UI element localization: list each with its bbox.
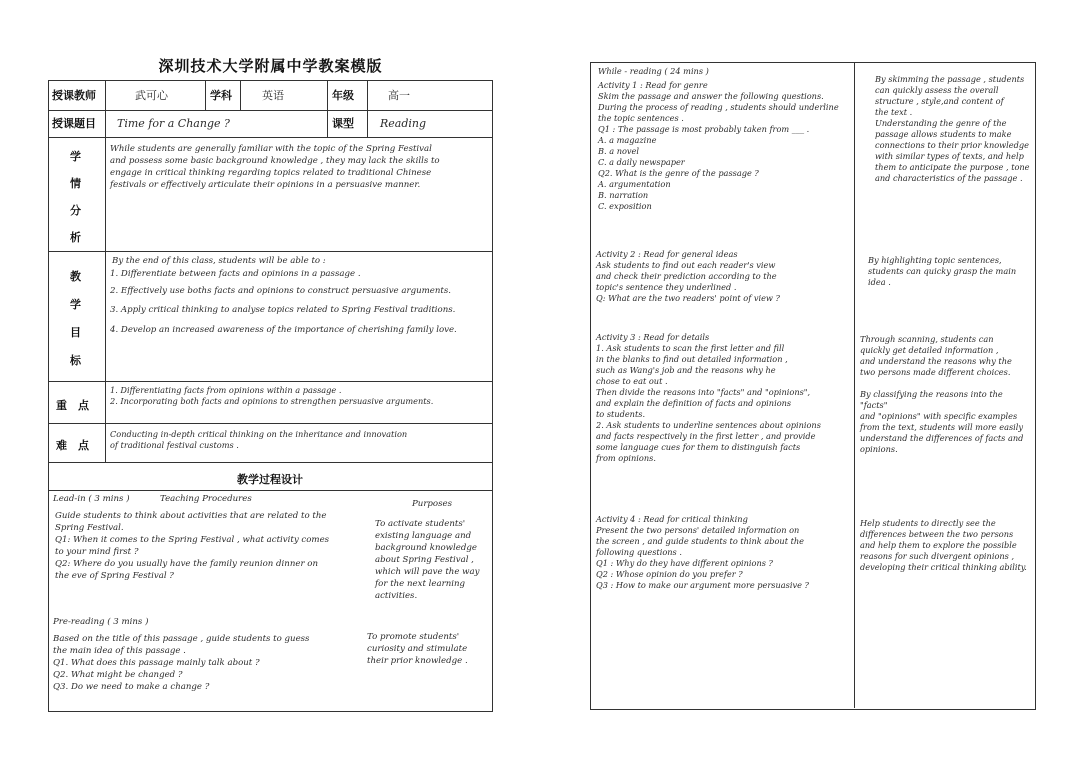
analysis-text: While students are generally familiar with the topic of the Spring Festival and possess some basic background knowledge , they may lack the skills to engage in critical thinking regarding topics related to traditional Chinese festivals or effectively articulate their opinions in a persuasive manner. (110, 144, 440, 190)
grade-label: 年级 (332, 89, 354, 102)
objectives-label-1: 教 (70, 270, 81, 283)
objective-item: 4. Develop an increased awareness of the importance of cherishing family love. (110, 325, 457, 335)
objectives-intro: By the end of this class, students will be able to : (112, 256, 326, 266)
prereading-text: Based on the title of this passage , guide students to guess the main idea of this passage . Q1. What does this passage mainly talk about ? Q2. What might be changed ? Q3. Do we need to make a change ? (53, 634, 310, 692)
activity-3-text: Activity 3 : Read for details 1. Ask students to scan the first letter and fill in the blanks to find out detailed information , such as Wang's job and the reasons why he chose to eat out . Then divide the reasons into "facts" and "opinions", and explain the definition of facts and opinions to students. 2. Ask students to underline sentences about opinions and facts respectively in the first letter , and provide some language cues for them to distinguish facts from opinions. (596, 332, 821, 463)
topic-value: Time for a Change ? (117, 117, 230, 130)
activity-2-purpose: By highlighting topic sentences, students can quicky grasp the main idea . (868, 255, 1017, 287)
activity-3-purpose: Through scanning, students can quickly get detailed information , and understand the reasons why the two persons made different choices. By classifying the reasons into the "facts" and "opinions" with specific examples from the text, students will more easily understand the differences of facts and opinions. (860, 334, 1024, 454)
page-title: 深圳技术大学附属中学教案模版 (158, 57, 383, 75)
objective-item: 1. Differentiate between facts and opinions in a passage . (110, 269, 361, 279)
objectives-label-3: 目 (70, 326, 81, 339)
objectives-label-4: 标 (70, 354, 81, 367)
leadin-purpose: To activate students' existing language and background knowledge about Spring Festival , which will pave the way for the next learning activities. (375, 519, 480, 601)
analysis-label-2: 情 (70, 177, 81, 190)
purposes-label: Purposes (412, 499, 453, 509)
leadin-heading: Lead-in ( 3 mins ) (53, 494, 130, 504)
activity-1-text: Activity 1 : Read for genre Skim the passage and answer the following questions. During the process of reading , students should underline the topic sentences . Q1 : The passage is most probably taken from ___ . A. a magazine B. a novel C. a daily newspaper Q2. What is the genre of the passage ? A. argumentation B. narration C. exposition (598, 80, 839, 211)
type-label: 课型 (332, 117, 354, 130)
analysis-label-4: 析 (70, 231, 81, 244)
procedures-label: Teaching Procedures (160, 494, 252, 504)
activity-4-purpose: Help students to directly see the differences between the two persons and help them to explore the possible reasons for such divergent opinions , developing their critical thinking ability. (860, 518, 1027, 572)
objectives-label-2: 学 (70, 298, 81, 311)
activity-1-purpose: By skimming the passage , students can quickly assess the overall structure , style,and content of the text . Understanding the genre of the passage allows students to make connections to their prior knowledge with similar types of texts, and help them to anticipate the purpose , tone and characteristics of the passage . (875, 74, 1030, 183)
leadin-text: Guide students to think about activities that are related to the Spring Festival. Q1: When it comes to the Spring Festival , what activity comes to your mind first ? Q2: Where do you usually have the family reunion dinner on the eve of Spring Festival ? (55, 511, 330, 581)
type-value: Reading (380, 117, 427, 130)
difficulties-text: Conducting in-depth critical thinking on the inheritance and innovation of traditional festival customs . (110, 429, 408, 450)
activity-4-text: Activity 4 : Read for critical thinking Present the two persons' detailed information on the screen , and guide students to think about the following questions . Q1 : Why do they have different opinions ? Q2 : Whose opinion do you prefer ? Q3 : How to make our argument more persuasive ? (596, 514, 809, 590)
analysis-label-1: 学 (70, 150, 81, 163)
subject-value: 英语 (262, 89, 284, 102)
prereading-heading: Pre-reading ( 3 mins ) (53, 617, 149, 627)
subject-label: 学科 (210, 89, 232, 102)
teacher-label: 授课教师 (52, 89, 96, 102)
teacher-value: 武可心 (135, 89, 168, 102)
key-points-label: 重 点 (56, 399, 89, 412)
difficulties-label: 难 点 (56, 439, 89, 452)
objective-item: 2. Effectively use boths facts and opinions to construct persuasive arguments. (110, 286, 452, 296)
topic-label: 授课题目 (52, 117, 96, 130)
objective-item: 3. Apply critical thinking to analyse topics related to Spring Festival traditions. (110, 305, 456, 315)
activity-2-text: Activity 2 : Read for general ideas Ask students to find out each reader's view and check their prediction according to the topic's sentence they underlined . Q: What are the two readers' point of view ? (596, 249, 780, 303)
process-header: 教学过程设计 (237, 473, 303, 486)
key-points-text: 1. Differentiating facts from opinions within a passage . 2. Incorporating both facts and opinions to strengthen persuasive arguments. (110, 385, 434, 406)
while-reading-heading: While - reading ( 24 mins ) (598, 66, 709, 76)
prereading-purpose: To promote students' curiosity and stimulate their prior knowledge . (367, 632, 468, 666)
analysis-label-3: 分 (70, 204, 81, 217)
grade-value: 高一 (388, 89, 410, 102)
